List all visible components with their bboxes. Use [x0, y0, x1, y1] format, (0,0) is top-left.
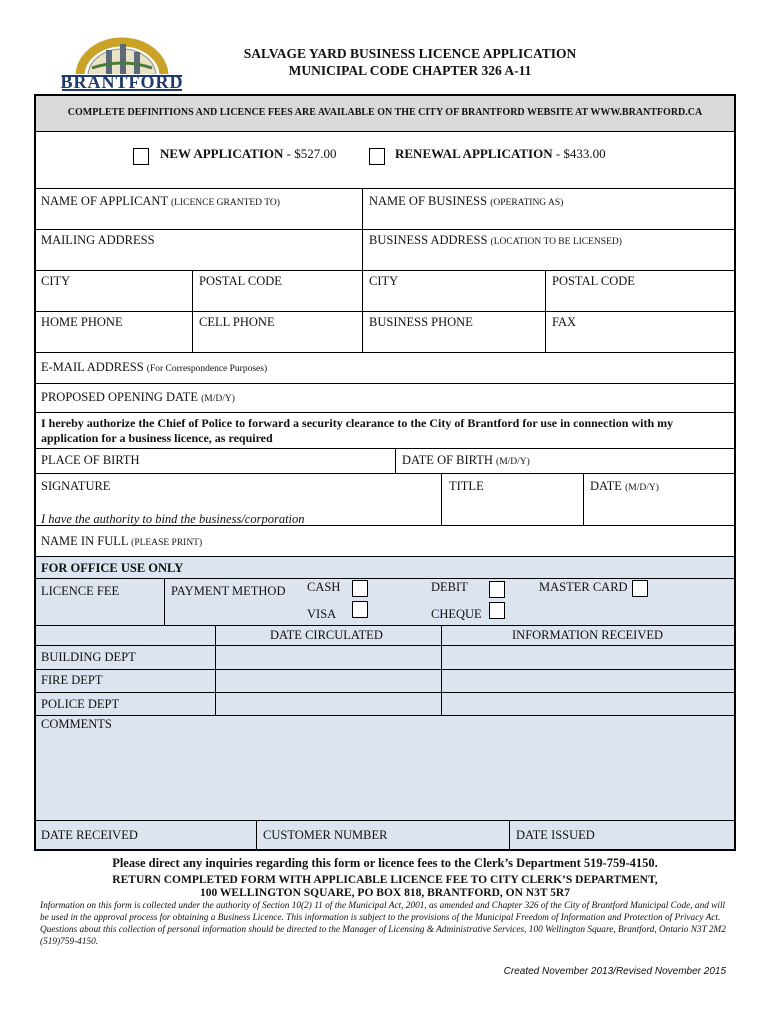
title-field[interactable]: TITLE	[449, 479, 484, 493]
email-field[interactable]: E-MAIL ADDRESS (For Correspondence Purposes)	[41, 360, 268, 374]
name-in-full-field[interactable]: NAME IN FULL (PLEASE PRINT)	[41, 534, 203, 548]
revision-note: Created November 2013/Revised November 2015	[503, 966, 726, 977]
office-use-section	[36, 557, 734, 849]
business-postal-code-field[interactable]: POSTAL CODE	[552, 274, 635, 288]
signature-field[interactable]: SIGNATURE	[41, 479, 111, 493]
return-instructions: RETURN COMPLETED FORM WITH APPLICABLE LICENCE FEE TO CITY CLERK’S DEPARTMENT,	[112, 874, 658, 886]
customer-number-field[interactable]: CUSTOMER NUMBER	[263, 828, 388, 842]
opening-date-field[interactable]: PROPOSED OPENING DATE (M/D/Y)	[41, 390, 235, 404]
cheque-label: CHEQUE	[431, 607, 482, 621]
info-bar-text: COMPLETE DEFINITIONS AND LICENCE FEES ARE AVAILABLE ON THE CITY OF BRANTFORD WEBSITE AT WWW.BRANTFORD.CA	[67, 107, 703, 118]
authorization-statement: I hereby authorize the Chief of Police to forward a security clearance to the City of Brantford for use in connection with my	[41, 416, 674, 430]
office-use-heading: FOR OFFICE USE ONLY	[41, 561, 184, 575]
date-received-field[interactable]: DATE RECEIVED	[41, 828, 138, 842]
inquiries-note: Please direct any inquiries regarding this form or licence fees to the Clerk’s Department 519-759-4150.	[112, 856, 658, 870]
renewal-application-label: RENEWAL APPLICATION - $433.00	[395, 146, 606, 161]
police-dept-label: POLICE DEPT	[41, 697, 120, 711]
date-issued-field[interactable]: DATE ISSUED	[516, 828, 595, 842]
place-of-birth-field[interactable]: PLACE OF BIRTH	[41, 453, 140, 467]
mailing-address-field[interactable]: MAILING ADDRESS	[41, 233, 155, 247]
master-card-label: MASTER CARD	[539, 580, 628, 594]
visa-checkbox[interactable]	[352, 601, 368, 618]
business-address-field[interactable]: BUSINESS ADDRESS (LOCATION TO BE LICENSED)	[369, 233, 622, 247]
return-address: 100 WELLINGTON SQUARE, PO BOX 818, BRANTFORD, ON N3T 5R7	[200, 887, 570, 899]
form-title: SALVAGE YARD BUSINESS LICENCE APPLICATION	[243, 46, 577, 61]
city-field[interactable]: CITY	[41, 274, 71, 288]
date-of-birth-field[interactable]: DATE OF BIRTH (M/D/Y)	[402, 453, 530, 467]
fax-field[interactable]: FAX	[552, 315, 577, 329]
building-dept-label: BUILDING DEPT	[41, 650, 136, 664]
debit-label: DEBIT	[431, 580, 468, 594]
postal-code-field[interactable]: POSTAL CODE	[199, 274, 282, 288]
comments-field[interactable]: COMMENTS	[41, 717, 112, 731]
business-city-field[interactable]: CITY	[369, 274, 399, 288]
business-phone-field[interactable]: BUSINESS PHONE	[369, 315, 473, 329]
fire-dept-label: FIRE DEPT	[41, 673, 103, 687]
logo-wordmark: BRANTFORD	[60, 72, 184, 92]
cheque-checkbox[interactable]	[489, 602, 505, 619]
master-card-checkbox[interactable]	[632, 580, 648, 597]
cash-label: CASH	[307, 580, 341, 594]
authority-statement: I have the authority to bind the business/corporation	[41, 512, 305, 526]
form-subtitle: MUNICIPAL CODE CHAPTER 326 A-11	[288, 63, 532, 78]
renewal-application-checkbox[interactable]	[369, 148, 385, 165]
debit-checkbox[interactable]	[489, 581, 505, 598]
signature-date-field[interactable]: DATE (M/D/Y)	[590, 479, 659, 493]
home-phone-field[interactable]: HOME PHONE	[41, 315, 123, 329]
information-received-header: INFORMATION RECEIVED	[512, 628, 664, 642]
licence-fee-label: LICENCE FEE	[41, 584, 120, 598]
date-circulated-header: DATE CIRCULATED	[270, 628, 383, 642]
business-name-field[interactable]: NAME OF BUSINESS (OPERATING AS)	[369, 194, 564, 208]
new-application-label: NEW APPLICATION - $527.00	[160, 146, 337, 161]
payment-method-label: PAYMENT METHOD	[171, 584, 286, 598]
authorization-statement-cont: application for a business licence, as required	[41, 431, 273, 445]
privacy-notice: Information on this form is collected under the authority of Section 10(2) 11 of the Municipal Act, 2001, as amended and Chapter 326 of the City of Brantford Municipal Code, and will be used in the approval process for obtaining a Business Licence. This information is subject to the provisions of the Municipal Freedom of Information and Protection of Privacy Act. Questions about this collection of personal information should be directed to the Manager of Licensing & Administrative Services, 100 Wellington Square, Brantford, Ontario N3T 2M2 (519)759-4150.	[40, 901, 726, 947]
applicant-name-field[interactable]: NAME OF APPLICANT (LICENCE GRANTED TO)	[41, 194, 280, 208]
new-application-checkbox[interactable]	[133, 148, 149, 165]
cash-checkbox[interactable]	[352, 580, 368, 597]
cell-phone-field[interactable]: CELL PHONE	[199, 315, 275, 329]
visa-label: VISA	[307, 607, 337, 621]
